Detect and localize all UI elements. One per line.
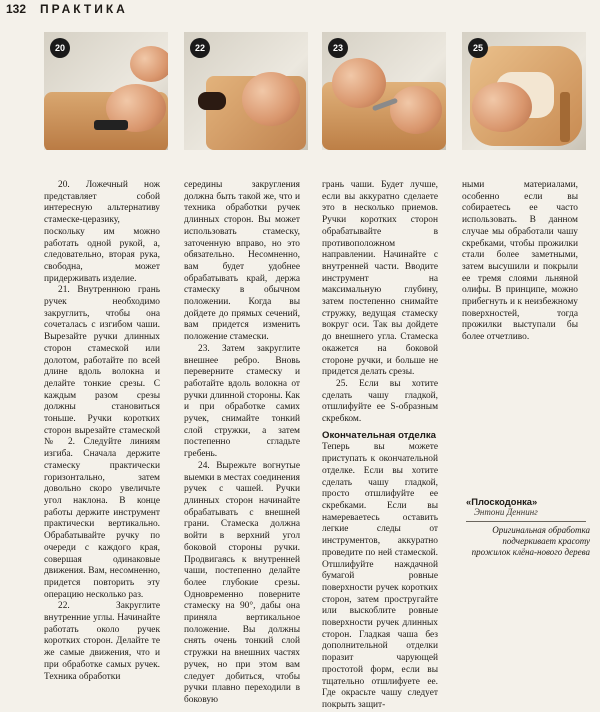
step-badge: 25 (468, 38, 488, 58)
photo-step-23 (322, 32, 446, 150)
photo-step-20 (44, 32, 168, 150)
paragraph-step-21: 21. Внутреннюю грань ручек необходимо закруглить, чтобы она сочеталась с изгибом чаши. Вырезайте ручки длинных сторон стамеской или долотом, работайте по всей длине вдоль волокна и делайте тонкие срезы. С каждым разом срезы должны становиться тоньше. Ручки коротких сторон вырезайте стамеской № 2. Следуйте линиям изгиба. Сначала держите стамеску практически горизонтально, затем довольно скоро увеличьте угол наклона. В конце работы держите инструмент практически вертикально. Обрабатывайте ручку по очереди с каждого края, совершая одинаковые движения. Вам, несомненно, придется повторить эту операцию несколько раз. (44, 285, 160, 600)
paragraph-continued: грань чаши. Будет лучше, если вы аккуратно сделаете это в несколько приемов. Ручки коротких сторон обрабатывайте в противоположном направлении. Начинайте с внутренней части. Вводите инструмент на максимальную глубину, затем постепенно снимайте стружку, ведущая стамеску вокруг оси. Так вы дойдете до внешнего угла. Стамеска окажется на боковой стороне ручки, и больше не придется делать срезы. (322, 180, 438, 378)
page-header (0, 0, 600, 22)
paragraph-step-22: 22. Закруглите внутренние углы. Начинайте работать около ручек коротких сторон. Делайте те же самые движения, что и при обработке самых ручек. Техника обработки (44, 601, 160, 682)
photo-step-22 (184, 32, 308, 150)
section-title: ПРАКТИКА (40, 2, 128, 16)
step-badge: 20 (50, 38, 70, 58)
text-column-1 (44, 180, 160, 683)
subheading-final-finish: Окончательная отделка (322, 429, 436, 441)
paragraph-continued: середины закругления должна быть такой же, что и техника обработки ручек длинных сторон. Вы может использовать стамеску, заточенную вправо, но это обязательно. Несомненно, вам будет удобнее обрабатывать край, держа стамеску в обычном положении. Когда вы дойдете до прямых сечений, вам придется изменить положение стамески. (184, 180, 300, 343)
paragraph-step-20: 20. Ложечный нож представляет собой интересную альтернативу стамеске-церазику, поскольку им можно работать одной рукой, а, следовательно, вторая рука, свободна, может придерживать изделие. (44, 180, 160, 284)
text-column-3 (322, 180, 438, 712)
text-column-4 (462, 180, 578, 344)
caption-title: «Плоскодонка» (466, 496, 538, 507)
paragraph-continued: ными материалами, особенно если вы собираетесь ее часто использовать. В данном случае мы обработали чашу скребками, чтобы прожилки стали более заметными, затем высушили и покрыли ее тремя слоями льняной олифы. В принципе, можно прибегнуть и к неизбежному поверхностей, тогда прожилки выступали бы более отчетливо. (462, 180, 578, 343)
page-number: 132 (6, 2, 27, 16)
caption-author: Энтони Деннинг (474, 507, 538, 517)
paragraph-step-24: 24. Вырежьте вогнутые выемки в местах соединения ручек с чашей. Ручки длинных сторон начинайте обрабатывать с внешней грани. Стамеска должна войти в верхний угол боковой стороны ручки. Продвигаясь к внутренней чаши, постепенно делайте более глубокие срезы. Одновременно поверните стамеску на 90°, дабы она приняла вертикальное положение. Вы должны снять очень тонкий слой стружки на внешних частях ручек, но при этом вам следует добиться, чтобы ручки плавно переходили в боковую (184, 460, 300, 705)
photo-caption (466, 496, 590, 558)
caption-description: Оригинальная обработка подчеркивает красоту прожилок клёна-нового дерева (471, 525, 590, 557)
caption-divider (466, 521, 586, 522)
text-column-2 (184, 180, 300, 707)
photo-step-25 (462, 32, 586, 150)
step-badge: 23 (328, 38, 348, 58)
paragraph-step-25: 25. Если вы хотите сделать чашу гладкой, отшлифуйте ее S-образным скребком. (322, 378, 438, 425)
step-badge: 22 (190, 38, 210, 58)
paragraph-step-23: 23. Затем закруглите внешнее ребро. Вновь переверните стамеску и работайте вдоль волокна от ручки длинной стороны. Как и при обработке самих ручек, снимайте тонкий слой стружки, а затем постепенно сгладьте гребень. (184, 343, 300, 460)
paragraph-final-finish: Теперь вы можете приступать к окончательной отделке. Если вы хотите сделать чашу гладкой, просто отшлифуйте ее скребками. Если вы намереваетесь оставить легкие следы от инструментов, аккуратно проведите по ней стамеской. Отшлифуйте наждачной бумагой ровные поверхности ручек коротких сторон, затем простругайте или выскоблите ровные поверхности ручек длинных сторон. Гладкая чаша без дополнительной отделки поразит чарующей простотой форм, если вы тщательно отшлифуете ее. Где окрасьте чашу следует покрыть защит- (322, 442, 438, 710)
